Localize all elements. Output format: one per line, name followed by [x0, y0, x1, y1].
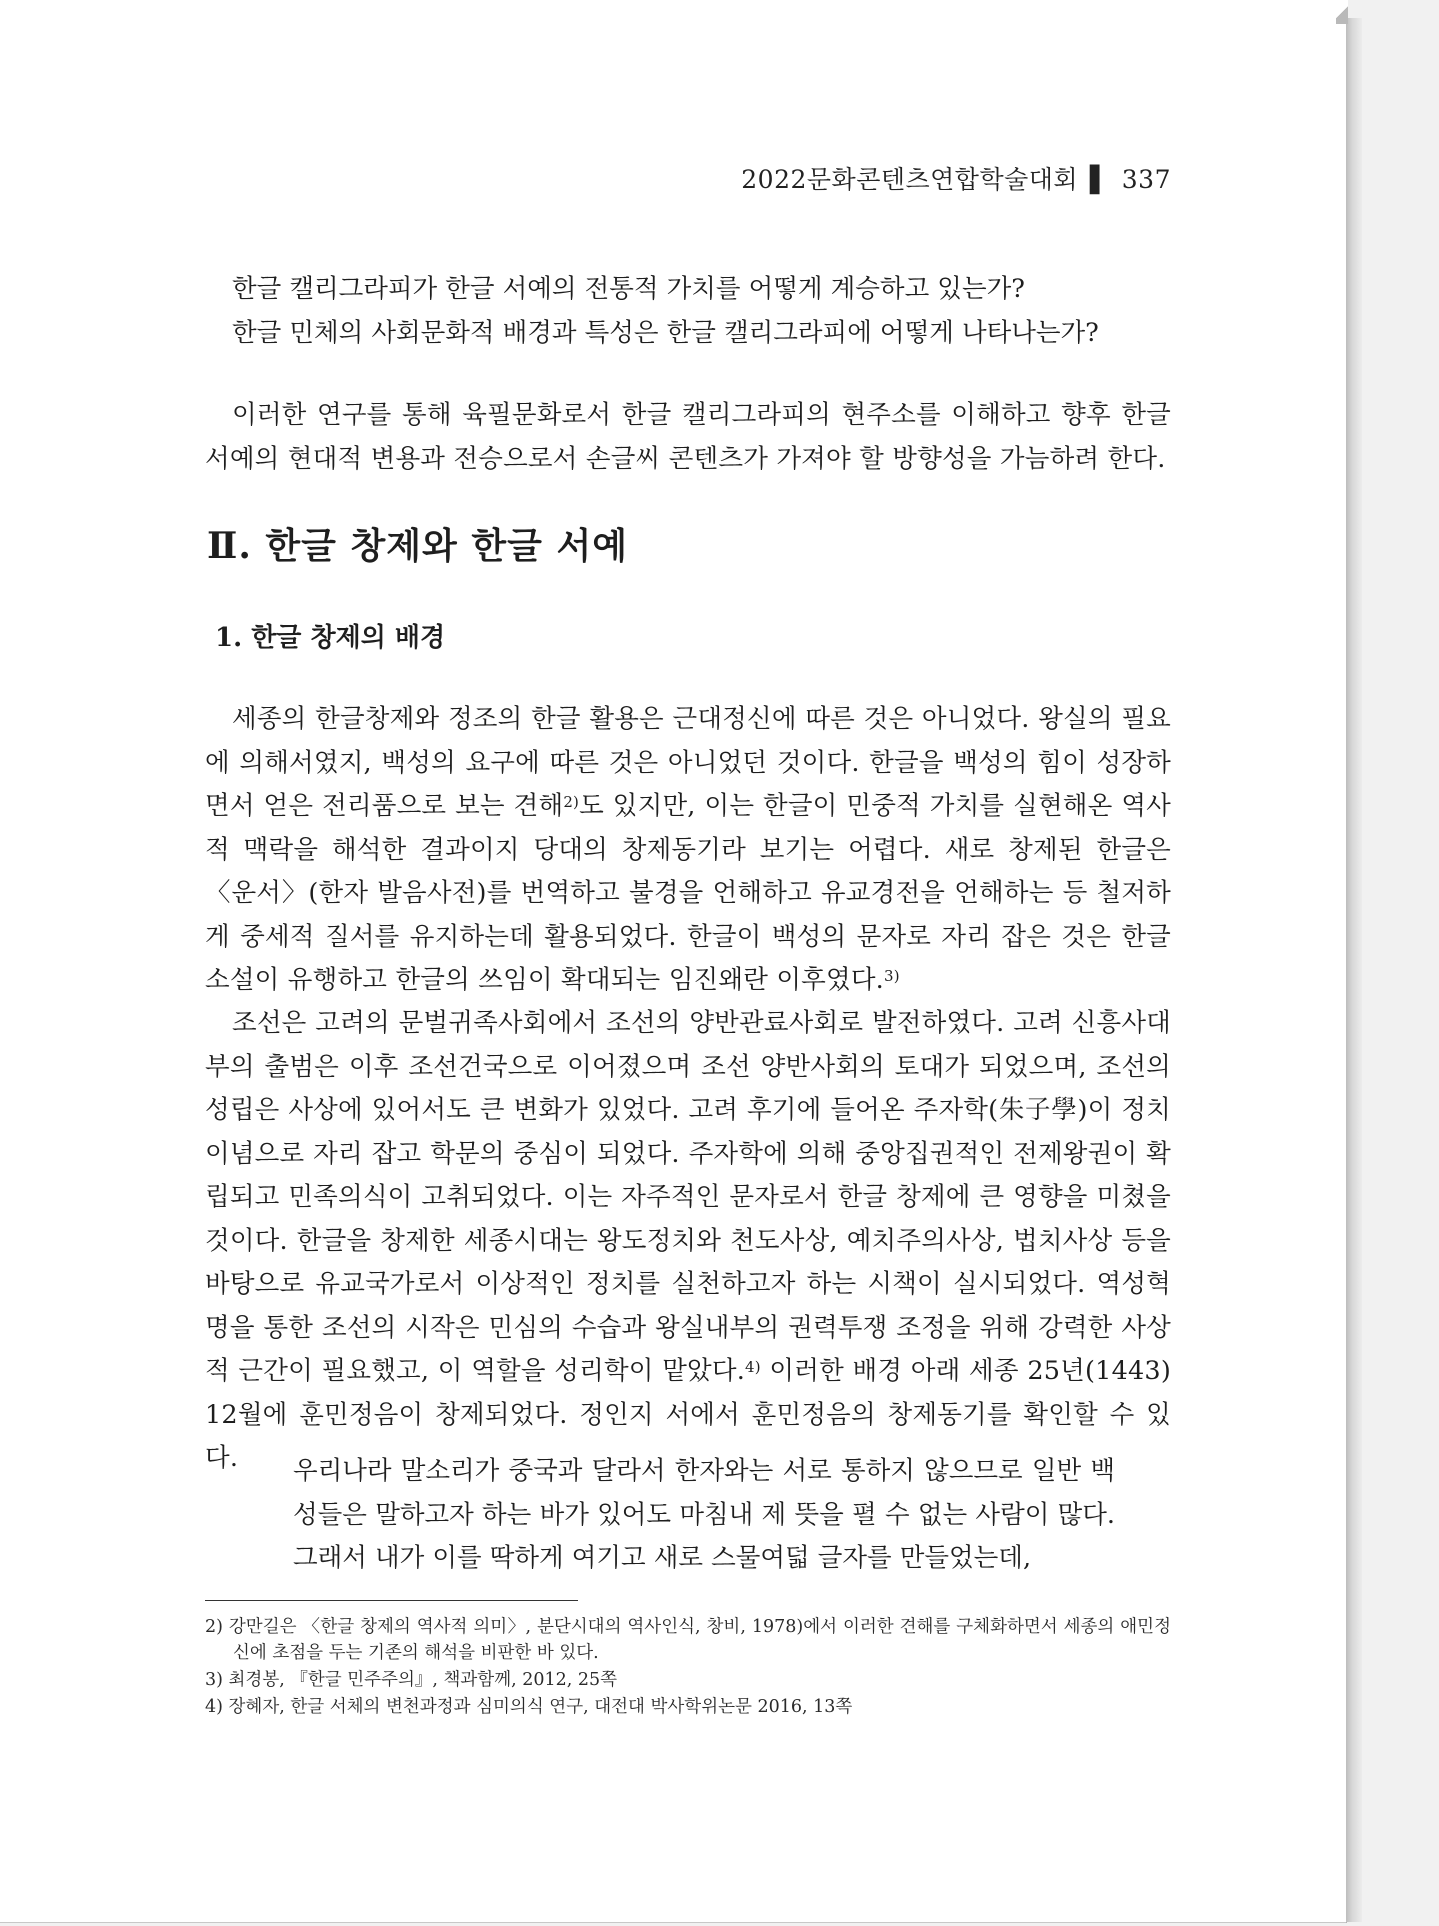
journal-title: 2022문화콘텐츠연합학술대회 [741, 165, 1079, 194]
footnote-ref-4: 4) [745, 1358, 761, 1376]
paragraph-2-text-b: 이러한 배경 아래 세종 25년(1443) 12월에 훈민정음이 창제되었다. 정인지 서에서 훈민정음의 창제동기를 확인할 수 있다. [205, 1356, 1171, 1473]
footnote-rule [205, 1600, 578, 1601]
paragraph-1-text-a: 세종의 한글창제와 정조의 한글 활용은 근대정신에 따른 것은 아니었다. 왕실의 필요에 의해서였지, 백성의 요구에 따른 것은 아니었던 것이다. 한글을 백성의 힘이 성장하면서 얻은 전리품으로 보는 견해 [205, 704, 1171, 821]
page-corner [1336, 0, 1348, 24]
paragraph-2-text-a: 조선은 고려의 문벌귀족사회에서 조선의 양반관료사회로 발전하였다. 고려 신흥사대부의 출범은 이후 조선건국으로 이어졌으며 조선 양반사회의 토대가 되었으며, 조선의 성립은 사상에 있어서도 큰 변화가 있었다. 고려 후기에 들어온 주자학(朱子學)이 정치이념으로 자리 잡고 학문의 중심이 되었다. 주자학에 의해 중앙집권적인 전제왕권이 확립되고 민족의식이 고취되었다. 이는 자주적인 문자로서 한글 창제에 큰 영향을 미쳤을 것이다. 한글을 창제한 세종시대는 왕도정치와 천도사상, 예치주의사상, 법치사상 등을 바탕으로 유교국가로서 이상적인 정치를 실천하고자 하는 시책이 실시되었다. 역성혁명을 통한 조선의 시작은 민심의 수습과 왕실내부의 권력투쟁 조정을 위해 강력한 사상적 근간이 필요했고, 이 역할을 성리학이 맡았다. [205, 1008, 1171, 1386]
intro-paragraph: 이러한 연구를 통해 육필문화로서 한글 캘리그라피의 현주소를 이해하고 향후 한글 서예의 현대적 변용과 전승으로서 손글씨 콘텐츠가 가져야 할 방향성을 가늠하려 한다. [205, 400, 1171, 474]
footnote-ref-2: 2) [563, 793, 580, 811]
header-separator: ▌ [1090, 165, 1110, 194]
research-question-2: 한글 민체의 사회문화적 배경과 특성은 한글 캘리그라피에 어떻게 나타나는가? [232, 318, 1099, 348]
page-number: 337 [1121, 165, 1171, 194]
paragraph-1-text-b: 도 있지만, 이는 한글이 민중적 가치를 실현해온 역사적 맥락을 해석한 결과이지 당대의 창제동기라 보기는 어렵다. 새로 창제된 한글은 〈운서〉(한자 발음사전)를 번역하고 불경을 언해하고 유교경전을 언해하는 등 철저하게 중세적 질서를 유지하는데 활용되었다. 한글이 백성의 문자로 자리 잡은 것은 한글 소설이 유행하고 한글의 쓰임이 확대되는 임진왜란 이후였다. [205, 791, 1171, 995]
footnote-ref-3: 3) [883, 967, 900, 985]
body-paragraph-1 [205, 698, 1171, 1003]
footnote-3: 3) 최경봉, 『한글 민주주의』, 책과함께, 2012, 25쪽 [205, 1670, 618, 1690]
block-quote: 우리나라 말소리가 중국과 달라서 한자와는 서로 통하지 않으므로 일반 백성들은 말하고자 하는 바가 있어도 마침내 제 뜻을 펼 수 없는 사람이 많다. 그래서 내가 이를 딱하게 여기고 새로 스물여덟 글자를 만들었는데, [293, 1456, 1115, 1573]
page-edge-shadow [1346, 18, 1362, 1922]
subsection-heading: 1. 한글 창제의 배경 [215, 623, 446, 653]
footnote-4: 4) 장혜자, 한글 서체의 변천과정과 심미의식 연구, 대전대 박사학위논문 2016, 13쪽 [205, 1697, 853, 1717]
running-header [741, 160, 1171, 196]
section-heading: Ⅱ. 한글 창제와 한글 서예 [207, 525, 628, 567]
footnotes [205, 1614, 1171, 1721]
body-paragraph-2 [205, 1002, 1171, 1481]
footnote-2: 2) 강만길은 〈한글 창제의 역사적 의미〉, 분단시대의 역사인식, 창비, 1978)에서 이러한 견해를 구체화하면서 세종의 애민정신에 초점을 두는 기존의 해석을 비판한 바 있다. [205, 1617, 1171, 1663]
research-question-1: 한글 캘리그라피가 한글 서예의 전통적 가치를 어떻게 계승하고 있는가? [232, 274, 1025, 304]
